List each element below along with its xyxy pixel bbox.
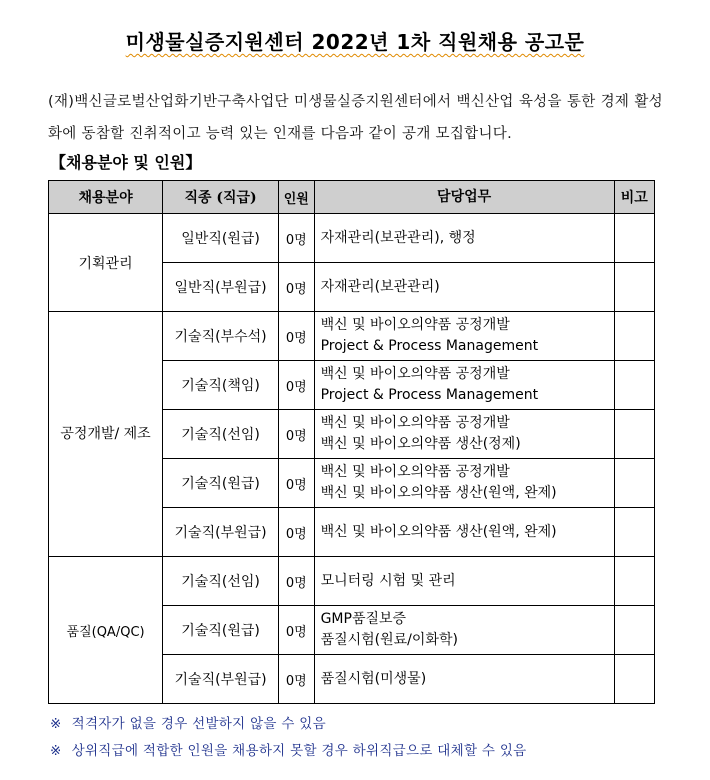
position-cell: 기술직(원급) (163, 459, 279, 508)
count-cell: 0명 (279, 312, 315, 361)
note-cell (614, 459, 654, 508)
position-cell: 기술직(선임) (163, 557, 279, 606)
note-item (50, 711, 527, 738)
note-cell (614, 655, 654, 704)
note-cell (614, 606, 654, 655)
duty-cell (314, 606, 614, 655)
duty-line: 백신 및 바이오의약품 생산(원액, 완제) (320, 485, 557, 501)
table-row (49, 557, 655, 606)
note-cell (614, 214, 654, 263)
note-cell (614, 508, 654, 557)
reference-mark: ※ (50, 743, 62, 759)
duty-line: GMP품질보증 (320, 611, 407, 627)
page-title (0, 26, 710, 55)
duty-line: Project & Process Management (320, 338, 539, 354)
duty-cell (314, 312, 614, 361)
position-cell: 기술직(부원급) (163, 508, 279, 557)
position-cell: 일반직(원급) (163, 214, 279, 263)
note-cell (614, 410, 654, 459)
intro-paragraph: (재)백신글로벌산업화기반구축사업단 미생물실증지원센터에서 백신산업 육성을 통한 경제 활성화에 동참할 진취적이고 능력 있는 인재를 다음과 같이 공개 모집합니다. (48, 94, 663, 142)
table-row (49, 214, 655, 263)
note-cell (614, 361, 654, 410)
header-position: 직종 (직급) (163, 181, 279, 214)
count-cell: 0명 (279, 410, 315, 459)
duty-cell (314, 655, 614, 704)
position-cell: 기술직(책임) (163, 361, 279, 410)
count-cell: 0명 (279, 214, 315, 263)
duty-line: 백신 및 바이오의약품 생산(정제) (320, 436, 521, 452)
count-cell: 0명 (279, 557, 315, 606)
header-count: 인원 (279, 181, 315, 214)
position-cell: 기술직(부원급) (163, 655, 279, 704)
duty-line: 품질시험(미생물) (320, 670, 427, 687)
header-field: 채용분야 (49, 181, 163, 214)
duty-cell (314, 263, 614, 312)
duty-line: 백신 및 바이오의약품 공정개발 (320, 366, 510, 382)
position-cell: 기술직(선임) (163, 410, 279, 459)
duty-line: 품질시험(원료/이화학) (320, 632, 458, 648)
count-cell: 0명 (279, 361, 315, 410)
section-heading: 【채용분야 및 인원】 (50, 153, 202, 172)
duty-cell (314, 557, 614, 606)
position-cell: 기술직(부수석) (163, 312, 279, 361)
duty-line: 자재관리(보관관리) (320, 278, 440, 295)
note-cell (614, 312, 654, 361)
duty-cell (314, 459, 614, 508)
count-cell: 0명 (279, 459, 315, 508)
count-cell: 0명 (279, 263, 315, 312)
duty-line: 모니터링 시험 및 관리 (320, 572, 456, 589)
field-cell: 공정개발/ 제조 (49, 312, 163, 557)
field-cell: 품질(QA/QC) (49, 557, 163, 704)
count-cell: 0명 (279, 508, 315, 557)
header-note: 비고 (614, 181, 654, 214)
duty-line: 백신 및 바이오의약품 생산(원액, 완제) (320, 523, 557, 540)
field-cell: 기획관리 (49, 214, 163, 312)
duty-line: 백신 및 바이오의약품 공정개발 (320, 317, 510, 333)
duty-line: 자재관리(보관관리), 행정 (320, 229, 476, 246)
header-duties: 담당업무 (314, 181, 614, 214)
count-cell: 0명 (279, 655, 315, 704)
table-row (49, 312, 655, 361)
note-text: 상위직급에 적합한 인원을 채용하지 못할 경우 하위직급으로 대체할 수 있음 (71, 743, 527, 759)
note-cell (614, 557, 654, 606)
duty-line: 백신 및 바이오의약품 공정개발 (320, 464, 510, 480)
count-cell: 0명 (279, 606, 315, 655)
duty-cell (314, 508, 614, 557)
duty-cell (314, 410, 614, 459)
position-cell: 일반직(부원급) (163, 263, 279, 312)
duty-line: 백신 및 바이오의약품 공정개발 (320, 415, 510, 431)
table-header-row (49, 181, 655, 214)
recruitment-table (48, 180, 655, 704)
reference-mark: ※ (50, 716, 62, 732)
duty-cell (314, 361, 614, 410)
note-text: 적격자가 없을 경우 선발하지 않을 수 있음 (71, 716, 326, 732)
note-item (50, 738, 527, 765)
note-cell (614, 263, 654, 312)
duty-line: Project & Process Management (320, 387, 539, 403)
notes-list (50, 711, 527, 765)
title-text: 미생물실증지원센터 2022년 1차 직원채용 공고문 (125, 30, 585, 54)
duty-cell (314, 214, 614, 263)
position-cell: 기술직(원급) (163, 606, 279, 655)
